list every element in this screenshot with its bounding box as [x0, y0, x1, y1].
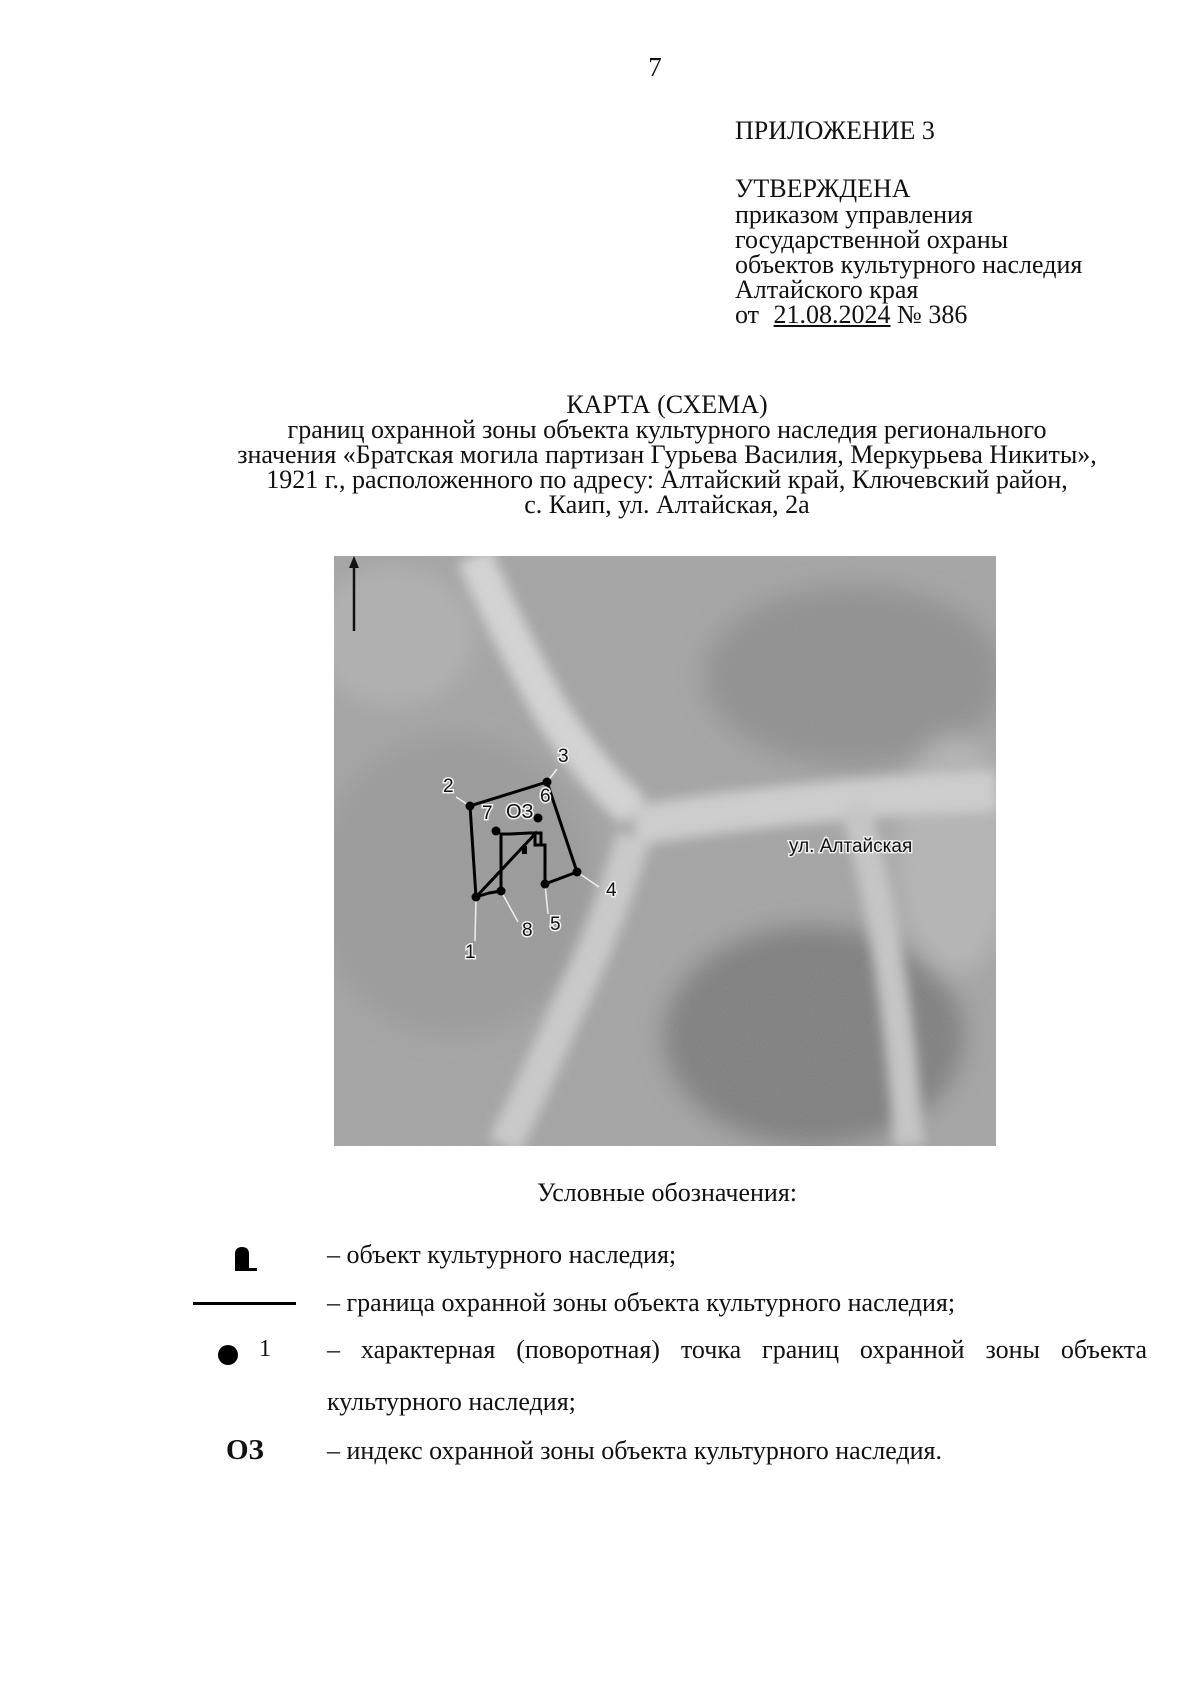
turning-point	[497, 887, 506, 896]
map-scheme	[334, 556, 996, 1146]
turning-point	[466, 802, 475, 811]
date-prefix: от	[735, 300, 760, 329]
approval-line: государственной охраны	[735, 225, 1009, 254]
approval-line: Алтайского края	[735, 275, 919, 304]
map-title-line: 1921 г., расположенного по адресу: Алтайский край, Ключевский район,	[266, 465, 1068, 494]
monument-icon	[233, 1246, 259, 1279]
map-title-line: с. Каип, ул. Алтайская, 2а	[524, 490, 810, 519]
turning-point-number: 1	[259, 1336, 271, 1362]
turning-point	[541, 880, 550, 889]
map-title	[0, 392, 1200, 517]
map-heading: КАРТА (СХЕМА)	[566, 390, 768, 419]
zone-index-symbol: ОЗ	[226, 1434, 264, 1466]
approval-block	[735, 118, 1082, 327]
point-label: 3	[558, 746, 569, 767]
legend-text: – характерная (поворотная) точка границ охранной зоны объекта	[327, 1335, 1147, 1364]
approved-label: УТВЕРЖДЕНА	[735, 174, 911, 203]
monument-marker-icon	[522, 846, 527, 854]
turning-point	[534, 814, 543, 823]
approval-date: 21.08.2024	[773, 300, 891, 329]
turning-point	[573, 868, 582, 877]
legend-text: – объект культурного наследия;	[327, 1240, 677, 1269]
map-title-line: значения «Братская могила партизан Гурьева Василия, Меркурьева Никиты»,	[237, 440, 1097, 469]
appendix-title: ПРИЛОЖЕНИЕ 3	[735, 116, 935, 145]
point-label: 4	[606, 880, 617, 901]
boundary-line-symbol	[193, 1302, 296, 1305]
turning-point	[472, 893, 481, 902]
point-label: 1	[465, 942, 476, 963]
legend-text: – граница охранной зоны объекта культурного наследия;	[327, 1288, 956, 1317]
point-leader-line	[475, 897, 476, 941]
page-number: 7	[648, 52, 662, 82]
map-title-line: границ охранной зоны объекта культурного наследия регионального	[287, 415, 1047, 444]
legend-text-continued: культурного наследия;	[327, 1387, 576, 1416]
zone-index-label: ОЗ	[506, 801, 534, 823]
legend-text: – индекс охранной зоны объекта культурного наследия.	[327, 1436, 943, 1465]
point-label: 8	[522, 920, 533, 941]
turning-point	[492, 827, 501, 836]
point-label: 7	[482, 803, 493, 824]
turning-point-icon	[218, 1345, 238, 1365]
legend-heading: Условные обозначения:	[536, 1178, 798, 1207]
point-label: 5	[550, 914, 561, 935]
approval-number: № 386	[897, 300, 968, 329]
approval-line: объектов культурного наследия	[735, 250, 1083, 279]
approval-date-line	[735, 302, 1082, 327]
approval-line: приказом управления	[735, 200, 973, 229]
street-label: ул. Алтайская	[789, 836, 913, 857]
point-label: 6	[540, 786, 551, 807]
point-label: 2	[443, 776, 454, 797]
